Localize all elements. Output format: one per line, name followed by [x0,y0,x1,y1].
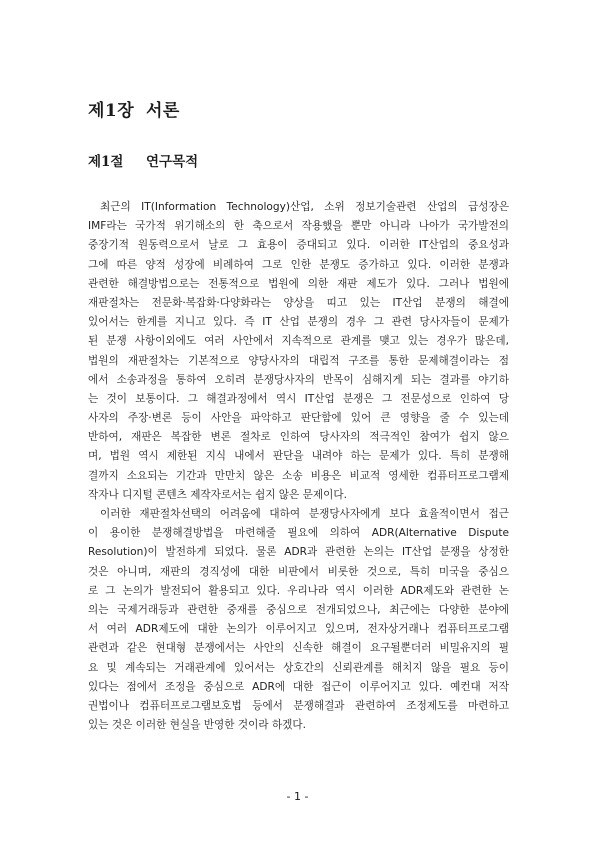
section-heading [88,150,198,170]
paragraph-line: 결까지 소요되는 기간과 만만치 않은 소송 비용은 비교적 영세한 컴퓨터프로그램제 [88,469,509,482]
section-number: 제1절 [88,154,124,170]
paragraph-line: 중장기적 원동력으로서 날로 그 효용이 증대되고 있다. 이러한 IT산업의 중요성과 [88,239,509,252]
paragraph-line: 에서 소송과정을 통하여 오히려 분쟁당사자의 반목이 심해지게 되는 결과를 야기하 [88,373,509,386]
paragraph-line: 있다는 점에서 조정을 중심으로 ADR에 대한 접근이 이루어지고 있다. 예컨대 저작 [88,680,509,693]
chapter-number: 제1장 [88,101,135,121]
paragraph-line: 의는 국제거래등과 관련한 중재를 중심으로 전개되었으나, 최근에는 다양한 분야에 [88,603,509,616]
chapter-heading [88,96,180,121]
paragraph-line: 서 여러 ADR제도에 대한 논의가 이루어지고 있으며, 전자상거래나 컴퓨터프로그램 [88,623,509,636]
paragraph-line: 작자나 디지털 콘텐츠 제작자로서는 쉽지 않은 문제이다. [88,488,347,501]
paragraph-line: 있는 것은 이러한 현실을 반영한 것이라 하겠다. [88,719,307,732]
paragraph-line: 최근의 IT(Information Technology)산업, 소위 정보기술관련 산업의 급성장은 [100,201,509,213]
paragraph-line: 재판절차는 전문화·복잡화·다양화라는 양상을 띠고 있는 IT산업 분쟁의 해결에 [88,296,509,309]
paragraph-line: 이러한 재판절차선택의 어려움에 대하여 분쟁당사자에게 보다 효율적이면서 접근 [100,508,509,520]
paragraph-line: 며, 법원 역시 제한된 지식 내에서 판단을 내려야 하는 문제가 있다. 특히 분쟁해 [88,450,509,463]
paragraph-line: 것은 아니며, 재판의 경직성에 대한 비판에서 비롯한 것으로, 특히 미국을 중심으 [88,565,509,578]
paragraph-line: 는 것이 보통이다. 그 해결과정에서 역시 IT산업 분쟁은 그 전문성으로 인하여 당 [88,392,509,405]
paragraph-line: 관련한 해결방법으로는 전통적으로 법원에 의한 재판 제도가 있다. 그러나 법원에 [88,277,509,290]
paragraph-line: 반하여, 재판은 복잡한 변론 절차로 인하여 당사자의 적극적인 참여가 쉽지 않으 [88,431,509,444]
paragraph-line: 사자의 주장·변론 등이 사안을 파악하고 판단함에 있어 큰 영향을 줄 수 있는데 [88,412,509,425]
paragraph-line: 권법이나 컴퓨터프로그램보호법 등에서 분쟁해결과 관련하여 조정제도를 마련하고 [88,699,509,712]
paragraph-line: 된 분쟁 사항이외에도 여러 사안에서 지속적으로 관계를 맺고 있는 경우가 많은데, [88,335,509,348]
chapter-title: 서론 [146,101,180,121]
paragraph-line: 법원의 재판절차는 기본적으로 양당사자의 대립적 구조를 통한 문제해결이라는 점 [88,354,509,367]
paragraph-line: 그에 따른 양적 성장에 비례하여 그로 인한 분쟁도 증가하고 있다. 이러한 분쟁과 [88,258,509,271]
paragraph-line: 로 그 논의가 발전되어 활용되고 있다. 우리나라 역시 이러한 ADR제도와 관련한 논 [88,584,509,597]
paragraph-line: Resolution)이 발전하게 되었다. 물론 ADR과 관련한 논의는 IT산업 분쟁을 상정한 [88,546,509,559]
paragraph-line: 관련과 같은 현대형 분쟁에서는 사안의 신속한 해결이 요구될뿐더러 비밀유지의 필 [88,642,509,655]
paragraph-line: IMF라는 국가적 위기해소의 한 축으로서 작용했을 뿐만 아니라 나아가 국가발전의 [88,220,509,233]
section-title: 연구목적 [146,154,199,170]
paragraph-line: 요 및 계속되는 거래관계에 있어서는 상호간의 신뢰관계를 해치지 않을 필요 등이 [88,661,509,674]
paragraph-line: 있어서는 한계를 지니고 있다. 즉 IT 산업 분쟁의 경우 그 관련 당사자들이 문제가 [88,316,509,329]
body-text [88,198,509,735]
paragraph-line: 이 용이한 분쟁해결방법을 마련해줄 필요에 의하여 ADR(Alternative Dispute [88,527,509,540]
page-number: - 1 - [286,790,309,803]
